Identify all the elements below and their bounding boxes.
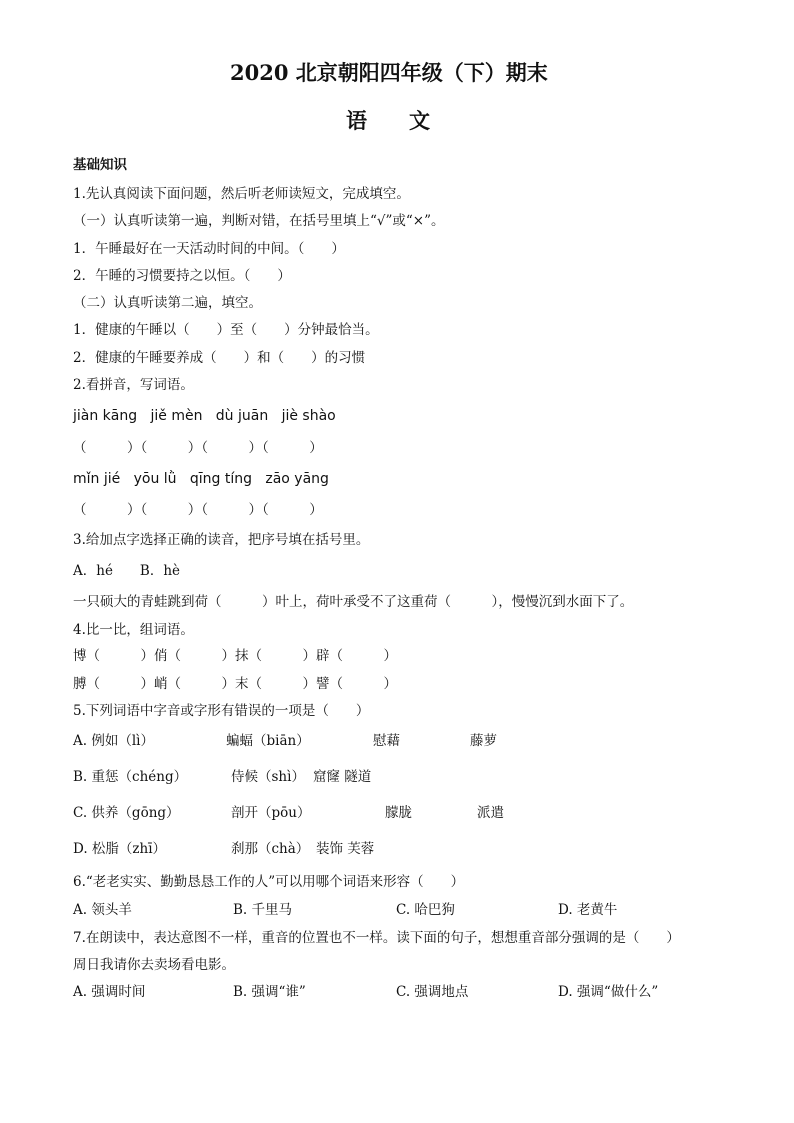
exam-title: 2020 北京朝阳四年级（下）期末 <box>230 60 548 85</box>
q5-option-c-3: 朦胧 <box>385 805 412 821</box>
q6-option-c: C. 哈巴狗 <box>396 902 455 918</box>
q5-option-b-3: 窟窿 隧道 <box>313 769 372 785</box>
q2-stem: 2.看拼音，写词语。 <box>73 377 194 393</box>
q1-part1: （一）认真听读第一遍，判断对错，在括号里填上“√”或“×”。 <box>73 213 445 229</box>
q1-part2: （二）认真听读第二遍，填空。 <box>73 295 262 311</box>
q2-blanks-row2: （ ）（ ）（ ）（ ） <box>73 502 323 518</box>
q7-stem: 7.在朗读中，表达意图不一样，重音的位置也不一样。读下面的句子，想想重音部分强调的是（ ） <box>73 930 680 946</box>
q5-option-a-1: A. 例如（lì） <box>73 733 154 749</box>
q1-item3: 1．健康的午睡以（ ）至（ ）分钟最恰当。 <box>73 322 379 338</box>
section-heading: 基础知识 <box>73 157 127 173</box>
q5-option-a-3: 慰藉 <box>373 733 400 749</box>
q1-item1: 1．午睡最好在一天活动时间的中间。（ ） <box>73 241 345 257</box>
q2-pinyin-row2: mǐn jié yōu lǜ qīng tíng zāo yāng <box>73 471 329 487</box>
q5-option-a-4: 藤萝 <box>470 733 497 749</box>
q7-sentence: 周日我请你去卖场看电影。 <box>73 957 235 973</box>
q5-option-c-4: 派遣 <box>477 805 504 821</box>
q7-option-b: B. 强调“谁” <box>233 984 306 1000</box>
q1-item2: 2．午睡的习惯要持之以恒。（ ） <box>73 268 291 284</box>
q5-option-c-2: 剖开（pōu） <box>231 805 311 821</box>
q5-option-b-2: 侍候（shì） <box>231 769 305 785</box>
q4-row1: 博（ ）俏（ ）抹（ ）辟（ ） <box>73 648 397 664</box>
q6-stem: 6.“老老实实、勤勤恳恳工作的人”可以用哪个词语来形容（ ） <box>73 874 465 890</box>
q2-pinyin-row1: jiàn kāng jiě mèn dù juān jiè shào <box>73 408 336 424</box>
q6-option-b: B. 千里马 <box>233 902 293 918</box>
q5-option-a-2: 蝙蝠（biān） <box>226 733 310 749</box>
q2-blanks-row1: （ ）（ ）（ ）（ ） <box>73 440 323 456</box>
q5-option-d-3: 装饰 芙蓉 <box>316 841 375 857</box>
q4-stem: 4.比一比，组词语。 <box>73 622 194 638</box>
q5-stem: 5.下列词语中字音或字形有错误的一项是（ ） <box>73 703 370 719</box>
q1-item4: 2．健康的午睡要养成（ ）和（ ）的习惯 <box>73 350 366 366</box>
q5-option-c-1: C. 供养（gōng） <box>73 805 180 821</box>
q6-option-d: D. 老黄牛 <box>558 902 618 918</box>
subject-heading: 语 文 <box>346 108 430 133</box>
q7-option-a: A. 强调时间 <box>73 984 146 1000</box>
q7-option-d: D. 强调“做什么” <box>558 984 659 1000</box>
q5-option-d-1: D. 松脂（zhī） <box>73 841 167 857</box>
q6-option-a: A. 领头羊 <box>73 902 132 918</box>
q1-stem: 1.先认真阅读下面问题，然后听老师读短文，完成填空。 <box>73 186 410 202</box>
q4-row2: 膊（ ）峭（ ）末（ ）譬（ ） <box>73 676 397 692</box>
q3-stem: 3.给加点字选择正确的读音，把序号填在括号里。 <box>73 532 370 548</box>
q3-sentence: 一只硕大的青蛙跳到荷（ ）叶上，荷叶承受不了这重荷（ ），慢慢沉到水面下了。 <box>73 594 634 610</box>
q3-options: A．hé B．hè <box>73 563 181 579</box>
q5-option-d-2: 刹那（chà） <box>231 841 310 857</box>
q7-option-c: C. 强调地点 <box>396 984 469 1000</box>
q5-option-b-1: B. 重惩（chéng） <box>73 769 188 785</box>
